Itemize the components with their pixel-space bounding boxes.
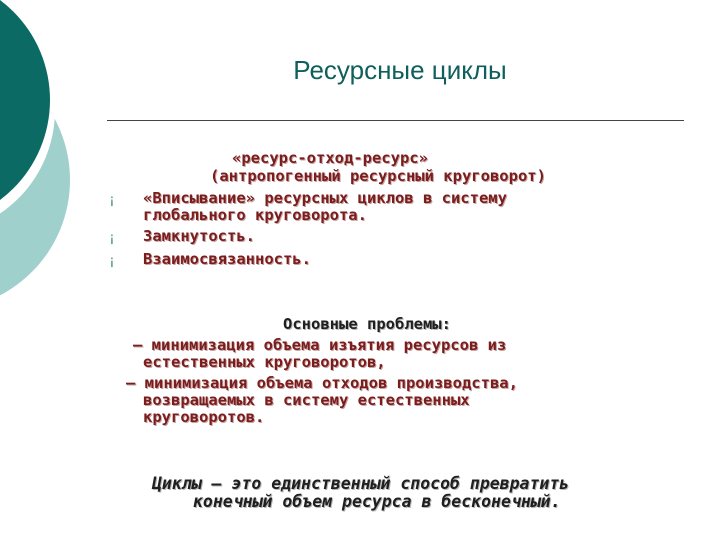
bullet-marker: ¡ (108, 254, 116, 269)
intro-line-2: (антропогенный ресурсный круговорот) (210, 167, 546, 185)
bullet-1-line-2: глобального круговорота. (143, 206, 367, 224)
problem-1-line-1: – минимизация объема изъятия ресурсов из (133, 336, 507, 354)
problems-heading: Основные проблемы: (283, 315, 451, 333)
bullet-2-line-1: Замкнутость. (143, 227, 255, 245)
intro-line-1: «ресурс-отход-ресурс» (232, 149, 428, 167)
problem-2-line-2: возвращаемых в систему естественных (143, 391, 470, 409)
conclusion-line-2: конечный объем ресурса в бесконечный. (193, 492, 561, 511)
problem-1-line-2: естественных круговоротов, (143, 353, 386, 371)
slide-title: Ресурсные циклы (293, 55, 507, 85)
decorative-circles (0, 0, 120, 300)
problem-2-line-3: круговоротов. (143, 408, 265, 426)
problem-2-line-1: – минимизация объема отходов производства, (126, 374, 518, 392)
conclusion-line-1: Циклы – это единственный способ превратить (152, 474, 570, 493)
bullet-3-line-1: Взаимосвязанность. (143, 250, 311, 268)
bullet-1-line-1: «Вписывание» ресурсных циклов в систему (143, 189, 507, 207)
bullet-marker: ¡ (108, 193, 116, 208)
title-divider (107, 120, 684, 121)
bullet-marker: ¡ (108, 231, 116, 246)
